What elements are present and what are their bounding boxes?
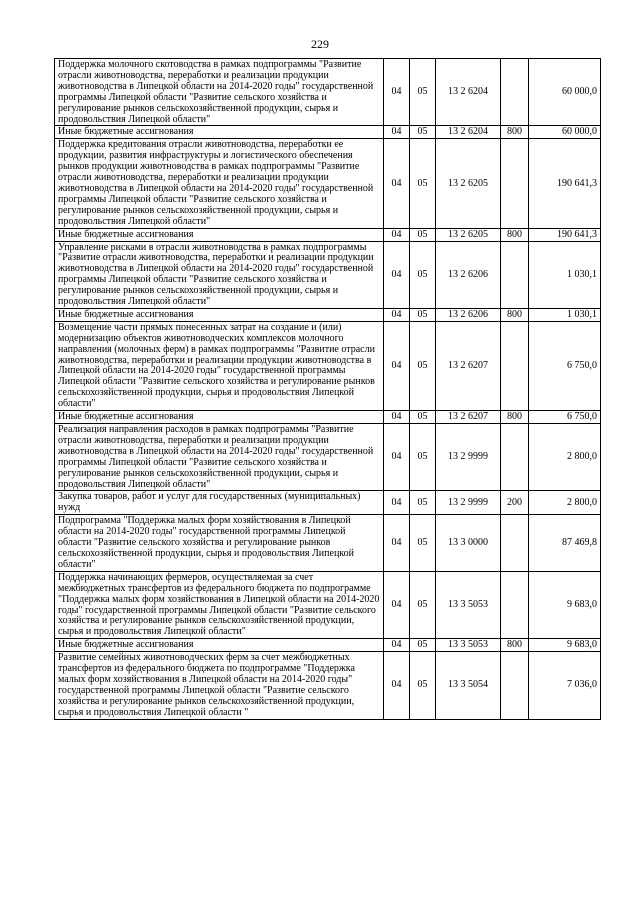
- row-amount: 60 000,0: [529, 126, 601, 139]
- row-expense-type: 800: [501, 411, 529, 424]
- row-subsection-code: 05: [410, 126, 436, 139]
- row-section-code: 04: [384, 308, 410, 321]
- budget-table: [54, 58, 601, 720]
- row-expense-type: [501, 321, 529, 410]
- row-amount: 87 469,8: [529, 515, 601, 572]
- row-section-code: 04: [384, 491, 410, 515]
- row-expense-type: 200: [501, 491, 529, 515]
- row-subsection-code: 05: [410, 59, 436, 126]
- row-section-code: 04: [384, 228, 410, 241]
- row-expense-type: [501, 139, 529, 228]
- row-expense-type: [501, 59, 529, 126]
- row-description: Поддержка кредитования отрасли животноводства, переработки ее продукции, развития инфраструктуры и логистического обеспечения рынков продукции животноводства в рамках подпрограммы "Развитие отрасли животноводства, переработки и реализации продукции животноводства в Липецкой области на 2014-2020 годы" государственной программы Липецкой области "Развитие сельского хозяйства и регулирование рынков сельскохозяйственной продукции, сырья и продовольствия Липецкой области": [55, 139, 384, 228]
- row-subsection-code: 05: [410, 228, 436, 241]
- row-subsection-code: 05: [410, 308, 436, 321]
- row-section-code: 04: [384, 571, 410, 638]
- row-subsection-code: 05: [410, 241, 436, 308]
- row-expense-type: [501, 652, 529, 719]
- row-section-code: 04: [384, 424, 410, 491]
- row-description: Поддержка начинающих фермеров, осуществляемая за счет межбюджетных трансфертов из федерального бюджета по подпрограмме "Поддержка малых форм хозяйствования в Липецкой области на 2014-2020 годы" государственной программы Липецкой области "Развитие сельского хозяйства и регулирование рынков сельскохозяйственной продукции, сырья и продовольствия Липецкой области": [55, 571, 384, 638]
- table-row: [55, 308, 601, 321]
- row-description: Развитие семейных животноводческих ферм за счет межбюджетных трансфертов из федерального бюджета по подпрограмме "Поддержка малых форм хозяйствования в Липецкой области на 2014-2020 годы" государственной программы Липецкой области "Развитие сельского хозяйства и регулирование рынков сельскохозяйственной продукции, сырья и продовольствия Липецкой области ": [55, 652, 384, 719]
- row-expense-type: [501, 424, 529, 491]
- row-section-code: 04: [384, 411, 410, 424]
- row-target-article: 13 3 5053: [436, 571, 501, 638]
- row-target-article: 13 2 9999: [436, 424, 501, 491]
- row-section-code: 04: [384, 126, 410, 139]
- row-expense-type: 800: [501, 228, 529, 241]
- table-row: [55, 652, 601, 719]
- table-row: [55, 639, 601, 652]
- row-section-code: 04: [384, 59, 410, 126]
- row-amount: 6 750,0: [529, 321, 601, 410]
- row-description: Иные бюджетные ассигнования: [55, 308, 384, 321]
- row-description: Иные бюджетные ассигнования: [55, 126, 384, 139]
- row-subsection-code: 05: [410, 411, 436, 424]
- row-section-code: 04: [384, 639, 410, 652]
- row-amount: 1 030,1: [529, 308, 601, 321]
- row-subsection-code: 05: [410, 139, 436, 228]
- row-expense-type: [501, 241, 529, 308]
- row-target-article: 13 2 6205: [436, 228, 501, 241]
- table-row: [55, 241, 601, 308]
- row-section-code: 04: [384, 241, 410, 308]
- row-amount: 6 750,0: [529, 411, 601, 424]
- row-description: Подпрограмма "Поддержка малых форм хозяйствования в Липецкой области на 2014-2020 годы" государственной программы Липецкой области "Развитие сельского хозяйства и регулирование рынков сельскохозяйственной продукции, сырья и продовольствия Липецкой области": [55, 515, 384, 572]
- row-target-article: 13 3 5053: [436, 639, 501, 652]
- table-row: [55, 139, 601, 228]
- row-target-article: 13 2 6207: [436, 411, 501, 424]
- row-target-article: 13 2 6204: [436, 59, 501, 126]
- row-target-article: 13 3 0000: [436, 515, 501, 572]
- row-description: Поддержка молочного скотоводства в рамках подпрограммы "Развитие отрасли животноводства, переработки и реализации продукции животноводства в Липецкой области на 2014-2020 годы" государственной программы Липецкой области "Развитие сельского хозяйства и регулирование рынков сельскохозяйственной продукции, сырья и продовольствия Липецкой области": [55, 59, 384, 126]
- table-row: [55, 321, 601, 410]
- row-amount: 7 036,0: [529, 652, 601, 719]
- table-row: [55, 491, 601, 515]
- row-expense-type: 800: [501, 308, 529, 321]
- row-amount: 9 683,0: [529, 639, 601, 652]
- row-description: Иные бюджетные ассигнования: [55, 639, 384, 652]
- row-subsection-code: 05: [410, 571, 436, 638]
- row-expense-type: 800: [501, 639, 529, 652]
- row-description: Иные бюджетные ассигнования: [55, 228, 384, 241]
- row-amount: 1 030,1: [529, 241, 601, 308]
- row-amount: 2 800,0: [529, 491, 601, 515]
- row-subsection-code: 05: [410, 639, 436, 652]
- table-row: [55, 126, 601, 139]
- table-row: [55, 411, 601, 424]
- row-section-code: 04: [384, 321, 410, 410]
- row-expense-type: [501, 515, 529, 572]
- row-description: Реализация направления расходов в рамках подпрограммы "Развитие отрасли животноводства, переработки и реализации продукции животноводства в Липецкой области на 2014-2020 годы" государственной программы Липецкой области "Развитие сельского хозяйства и регулирование рынков сельскохозяйственной продукции, сырья и продовольствия Липецкой области": [55, 424, 384, 491]
- table-row: [55, 59, 601, 126]
- row-subsection-code: 05: [410, 491, 436, 515]
- row-subsection-code: 05: [410, 515, 436, 572]
- row-expense-type: 800: [501, 126, 529, 139]
- row-amount: 190 641,3: [529, 139, 601, 228]
- table-row: [55, 571, 601, 638]
- row-subsection-code: 05: [410, 424, 436, 491]
- row-section-code: 04: [384, 515, 410, 572]
- row-target-article: 13 2 6207: [436, 321, 501, 410]
- row-subsection-code: 05: [410, 652, 436, 719]
- row-target-article: 13 2 6206: [436, 308, 501, 321]
- row-description: Иные бюджетные ассигнования: [55, 411, 384, 424]
- row-expense-type: [501, 571, 529, 638]
- row-amount: 9 683,0: [529, 571, 601, 638]
- page-number: 229: [311, 37, 329, 51]
- row-target-article: 13 2 6206: [436, 241, 501, 308]
- row-target-article: 13 2 6204: [436, 126, 501, 139]
- row-section-code: 04: [384, 139, 410, 228]
- table-row: [55, 515, 601, 572]
- row-amount: 2 800,0: [529, 424, 601, 491]
- row-target-article: 13 2 6205: [436, 139, 501, 228]
- row-section-code: 04: [384, 652, 410, 719]
- table-row: [55, 228, 601, 241]
- row-description: Возмещение части прямых понесенных затрат на создание и (или) модернизацию объектов животноводческих комплексов молочного направления (молочных ферм) в рамках подпрограммы "Развитие отрасли животноводства, переработки и реализации продукции животноводства в Липецкой области на 2014-2020 годы" государственной программы Липецкой области "Развитие сельского хозяйства и регулирование рынков сельскохозяйственной продукции, сырья и продовольствия Липецкой области": [55, 321, 384, 410]
- row-description: Управление рисками в отрасли животноводства в рамках подпрограммы "Развитие отрасли животноводства, переработки и реализации продукции животноводства в Липецкой области на 2014-2020 годы" государственной программы Липецкой области "Развитие сельского хозяйства и регулирование рынков сельскохозяйственной продукции, сырья и продовольствия Липецкой области": [55, 241, 384, 308]
- row-amount: 190 641,3: [529, 228, 601, 241]
- row-subsection-code: 05: [410, 321, 436, 410]
- row-amount: 60 000,0: [529, 59, 601, 126]
- row-target-article: 13 3 5054: [436, 652, 501, 719]
- table-row: [55, 424, 601, 491]
- row-target-article: 13 2 9999: [436, 491, 501, 515]
- row-description: Закупка товаров, работ и услуг для государственных (муниципальных) нужд: [55, 491, 384, 515]
